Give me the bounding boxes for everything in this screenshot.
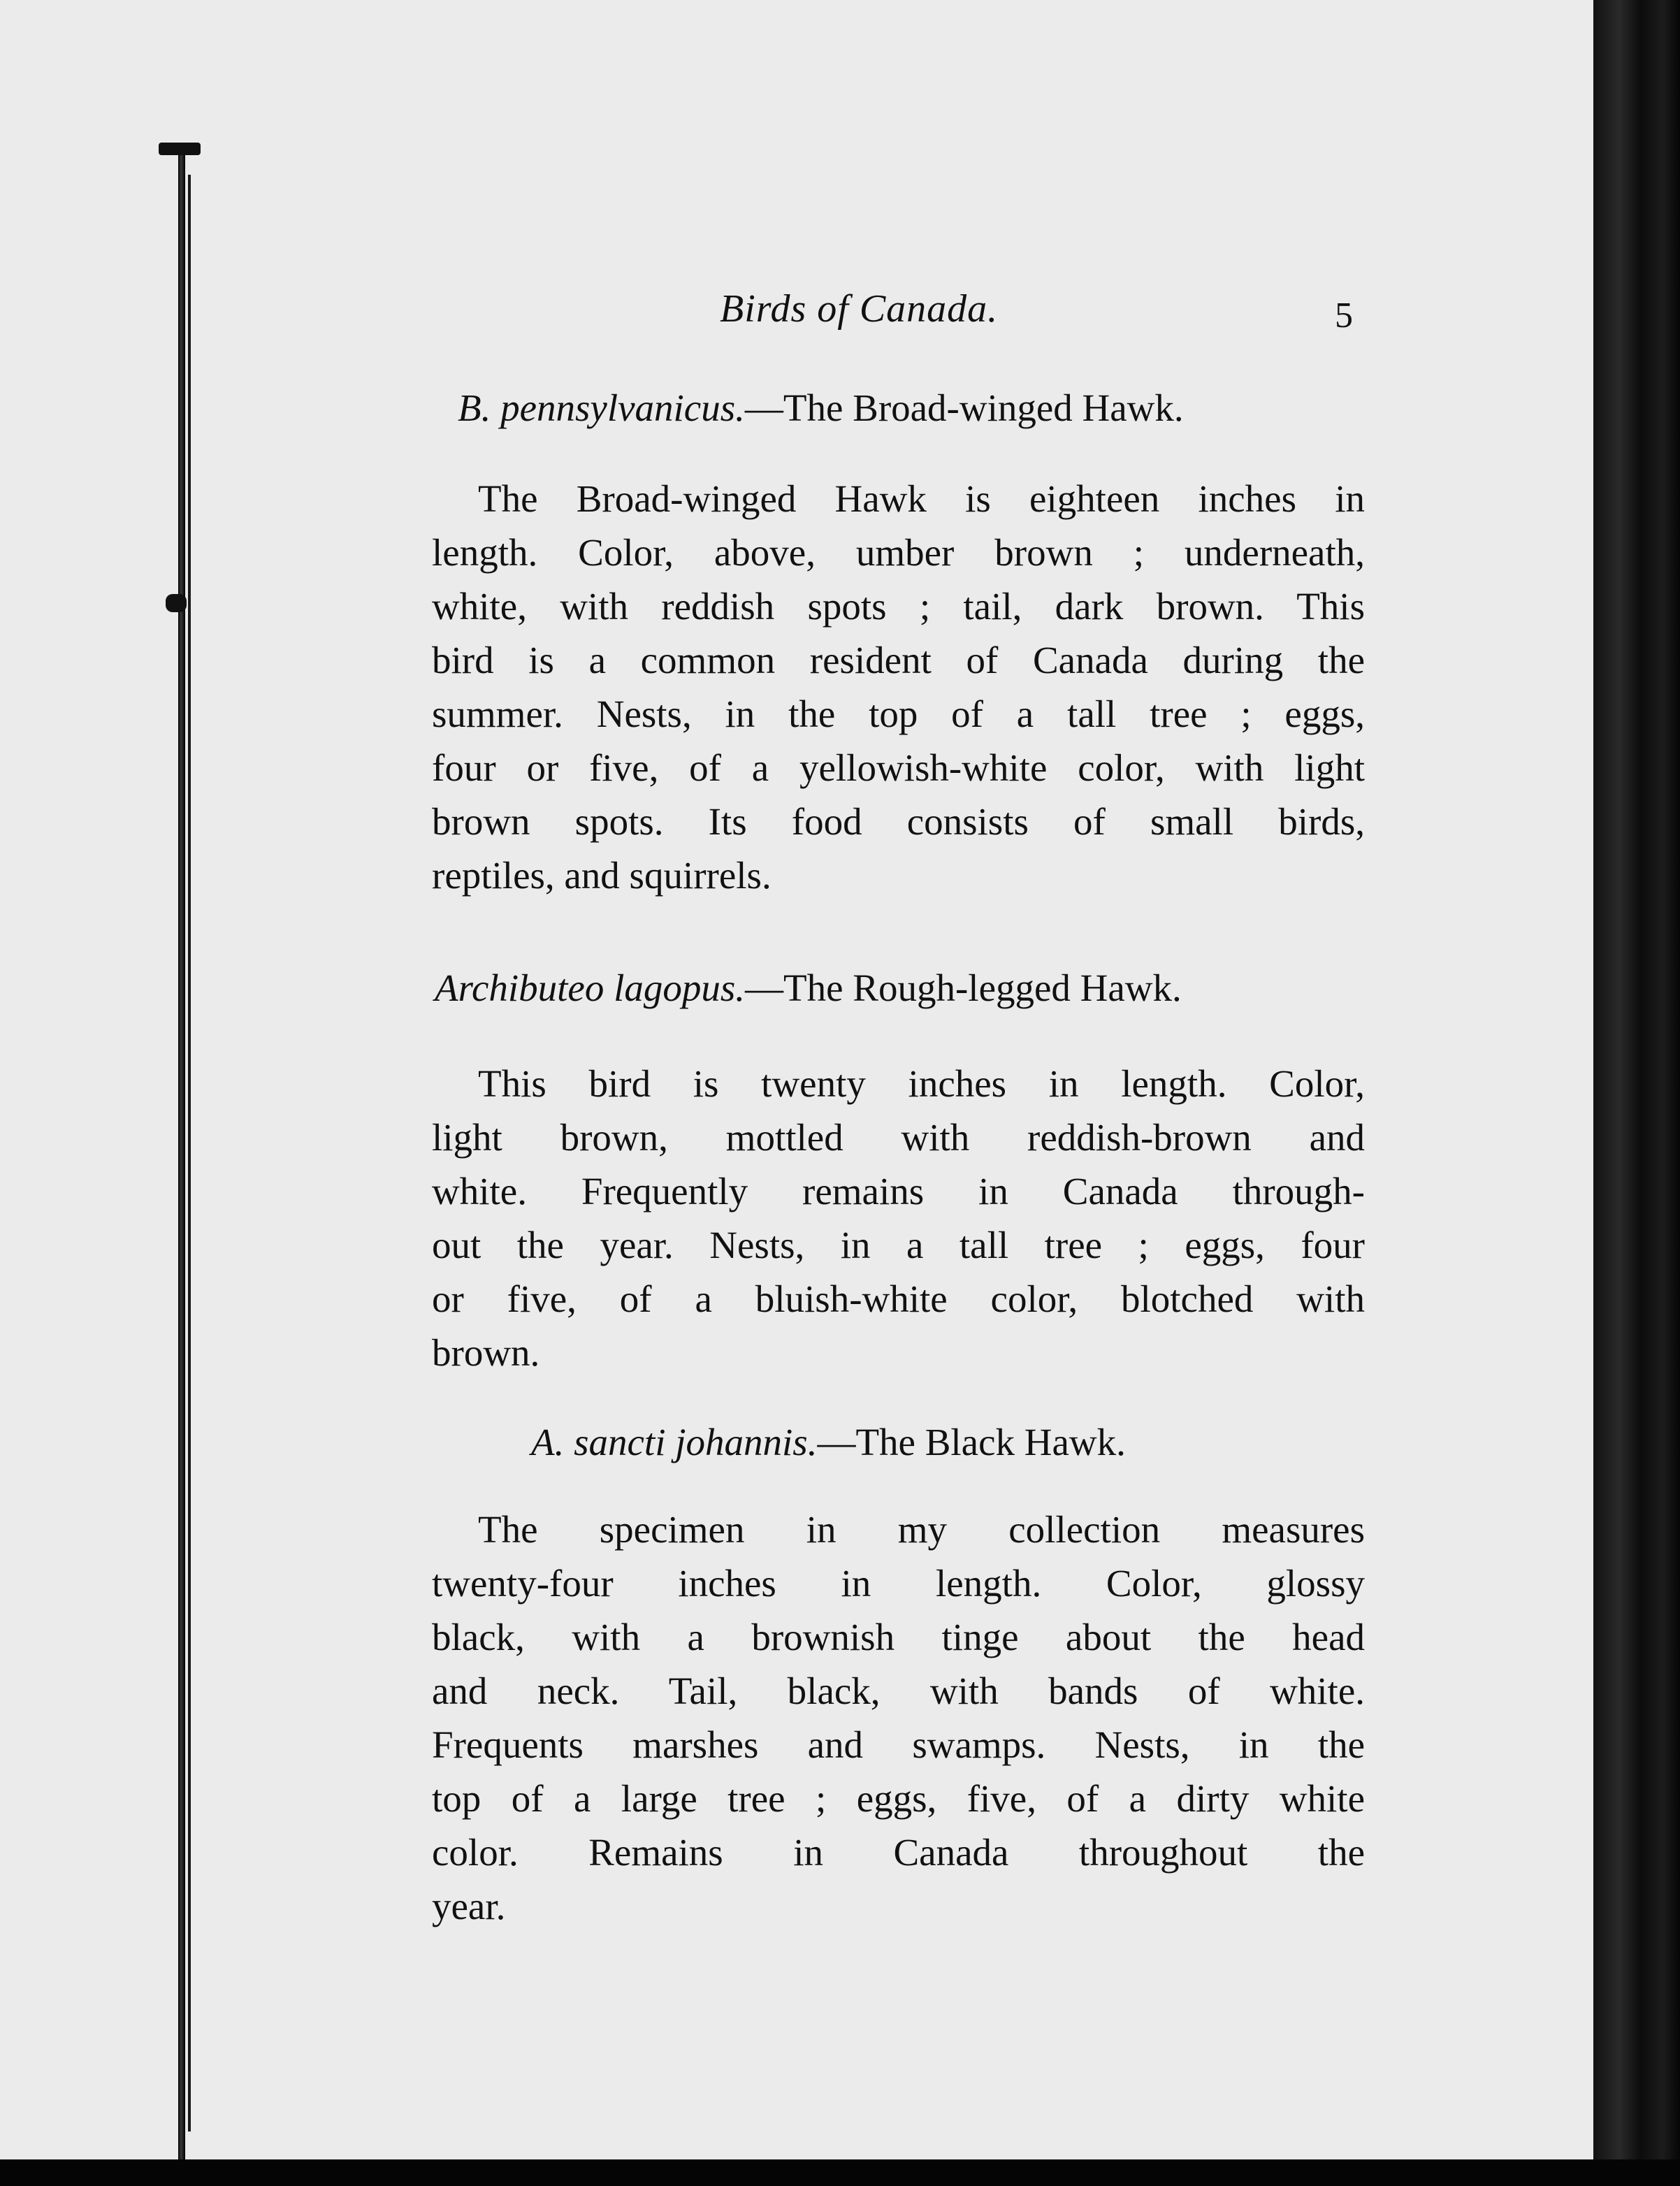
binding-knot-top xyxy=(159,143,201,155)
book-edge-bottom xyxy=(0,2159,1680,2186)
paragraph-line: bird is a common resident of Canada during the xyxy=(432,639,1365,681)
paragraph-line: four or five, of a yellowish-white color, with light xyxy=(432,746,1365,789)
binding-thread xyxy=(171,147,205,2159)
paragraph-line: color. Remains in Canada throughout the xyxy=(432,1831,1365,1874)
paragraph-line: twenty-four inches in length. Color, glossy xyxy=(432,1562,1365,1605)
common-name: —The Rough-legged Hawk. xyxy=(745,967,1182,1009)
common-name: —The Black Hawk. xyxy=(817,1421,1126,1463)
paragraph-line: Frequents marshes and swamps. Nests, in the xyxy=(432,1723,1365,1766)
section-heading xyxy=(531,1420,1126,1464)
paragraph-line: brown. xyxy=(432,1331,540,1374)
paragraph-line: white. Frequently remains in Canada through- xyxy=(432,1170,1365,1213)
paragraph-line: light brown, mottled with reddish-brown and xyxy=(432,1116,1365,1159)
binding-cord xyxy=(178,147,185,2159)
paragraph-line: top of a large tree ; eggs, five, of a dirty white xyxy=(432,1777,1365,1820)
page-number: 5 xyxy=(1335,296,1353,335)
book-edge-right xyxy=(1593,0,1680,2186)
paragraph-line: or five, of a bluish-white color, blotched with xyxy=(432,1277,1365,1320)
binding-cord-secondary xyxy=(188,175,191,2131)
paragraph-line: white, with reddish spots ; tail, dark brown. This xyxy=(432,585,1365,628)
paragraph-line: The Broad-winged Hawk is eighteen inches in xyxy=(478,477,1365,520)
paragraph-line: reptiles, and squirrels. xyxy=(432,854,772,897)
scientific-name: A. sancti johannis. xyxy=(531,1421,818,1463)
paragraph-line: length. Color, above, umber brown ; underneath, xyxy=(432,531,1365,574)
section-paragraph xyxy=(432,472,1365,902)
scientific-name: Archibuteo lagopus. xyxy=(435,967,746,1009)
section-heading xyxy=(435,966,1182,1010)
paragraph-line: brown spots. Its food consists of small birds, xyxy=(432,800,1365,843)
running-head: Birds of Canada. xyxy=(720,287,999,331)
paragraph-line: and neck. Tail, black, with bands of white. xyxy=(432,1670,1365,1712)
section-heading xyxy=(458,386,1184,430)
paragraph-line: The specimen in my collection measures xyxy=(478,1508,1365,1551)
paragraph-line: year. xyxy=(432,1885,506,1927)
paragraph-line: black, with a brownish tinge about the head xyxy=(432,1616,1365,1658)
common-name: —The Broad-winged Hawk. xyxy=(744,386,1184,429)
paragraph-line: out the year. Nests, in a tall tree ; eggs, four xyxy=(432,1224,1365,1266)
section-paragraph xyxy=(432,1503,1365,1933)
paragraph-line: This bird is twenty inches in length. Color, xyxy=(478,1062,1365,1105)
binding-knot-middle xyxy=(166,594,187,612)
scientific-name: B. pennsylvanicus. xyxy=(458,386,745,429)
section-paragraph xyxy=(432,1057,1365,1380)
paragraph-line: summer. Nests, in the top of a tall tree ; eggs, xyxy=(432,693,1365,735)
